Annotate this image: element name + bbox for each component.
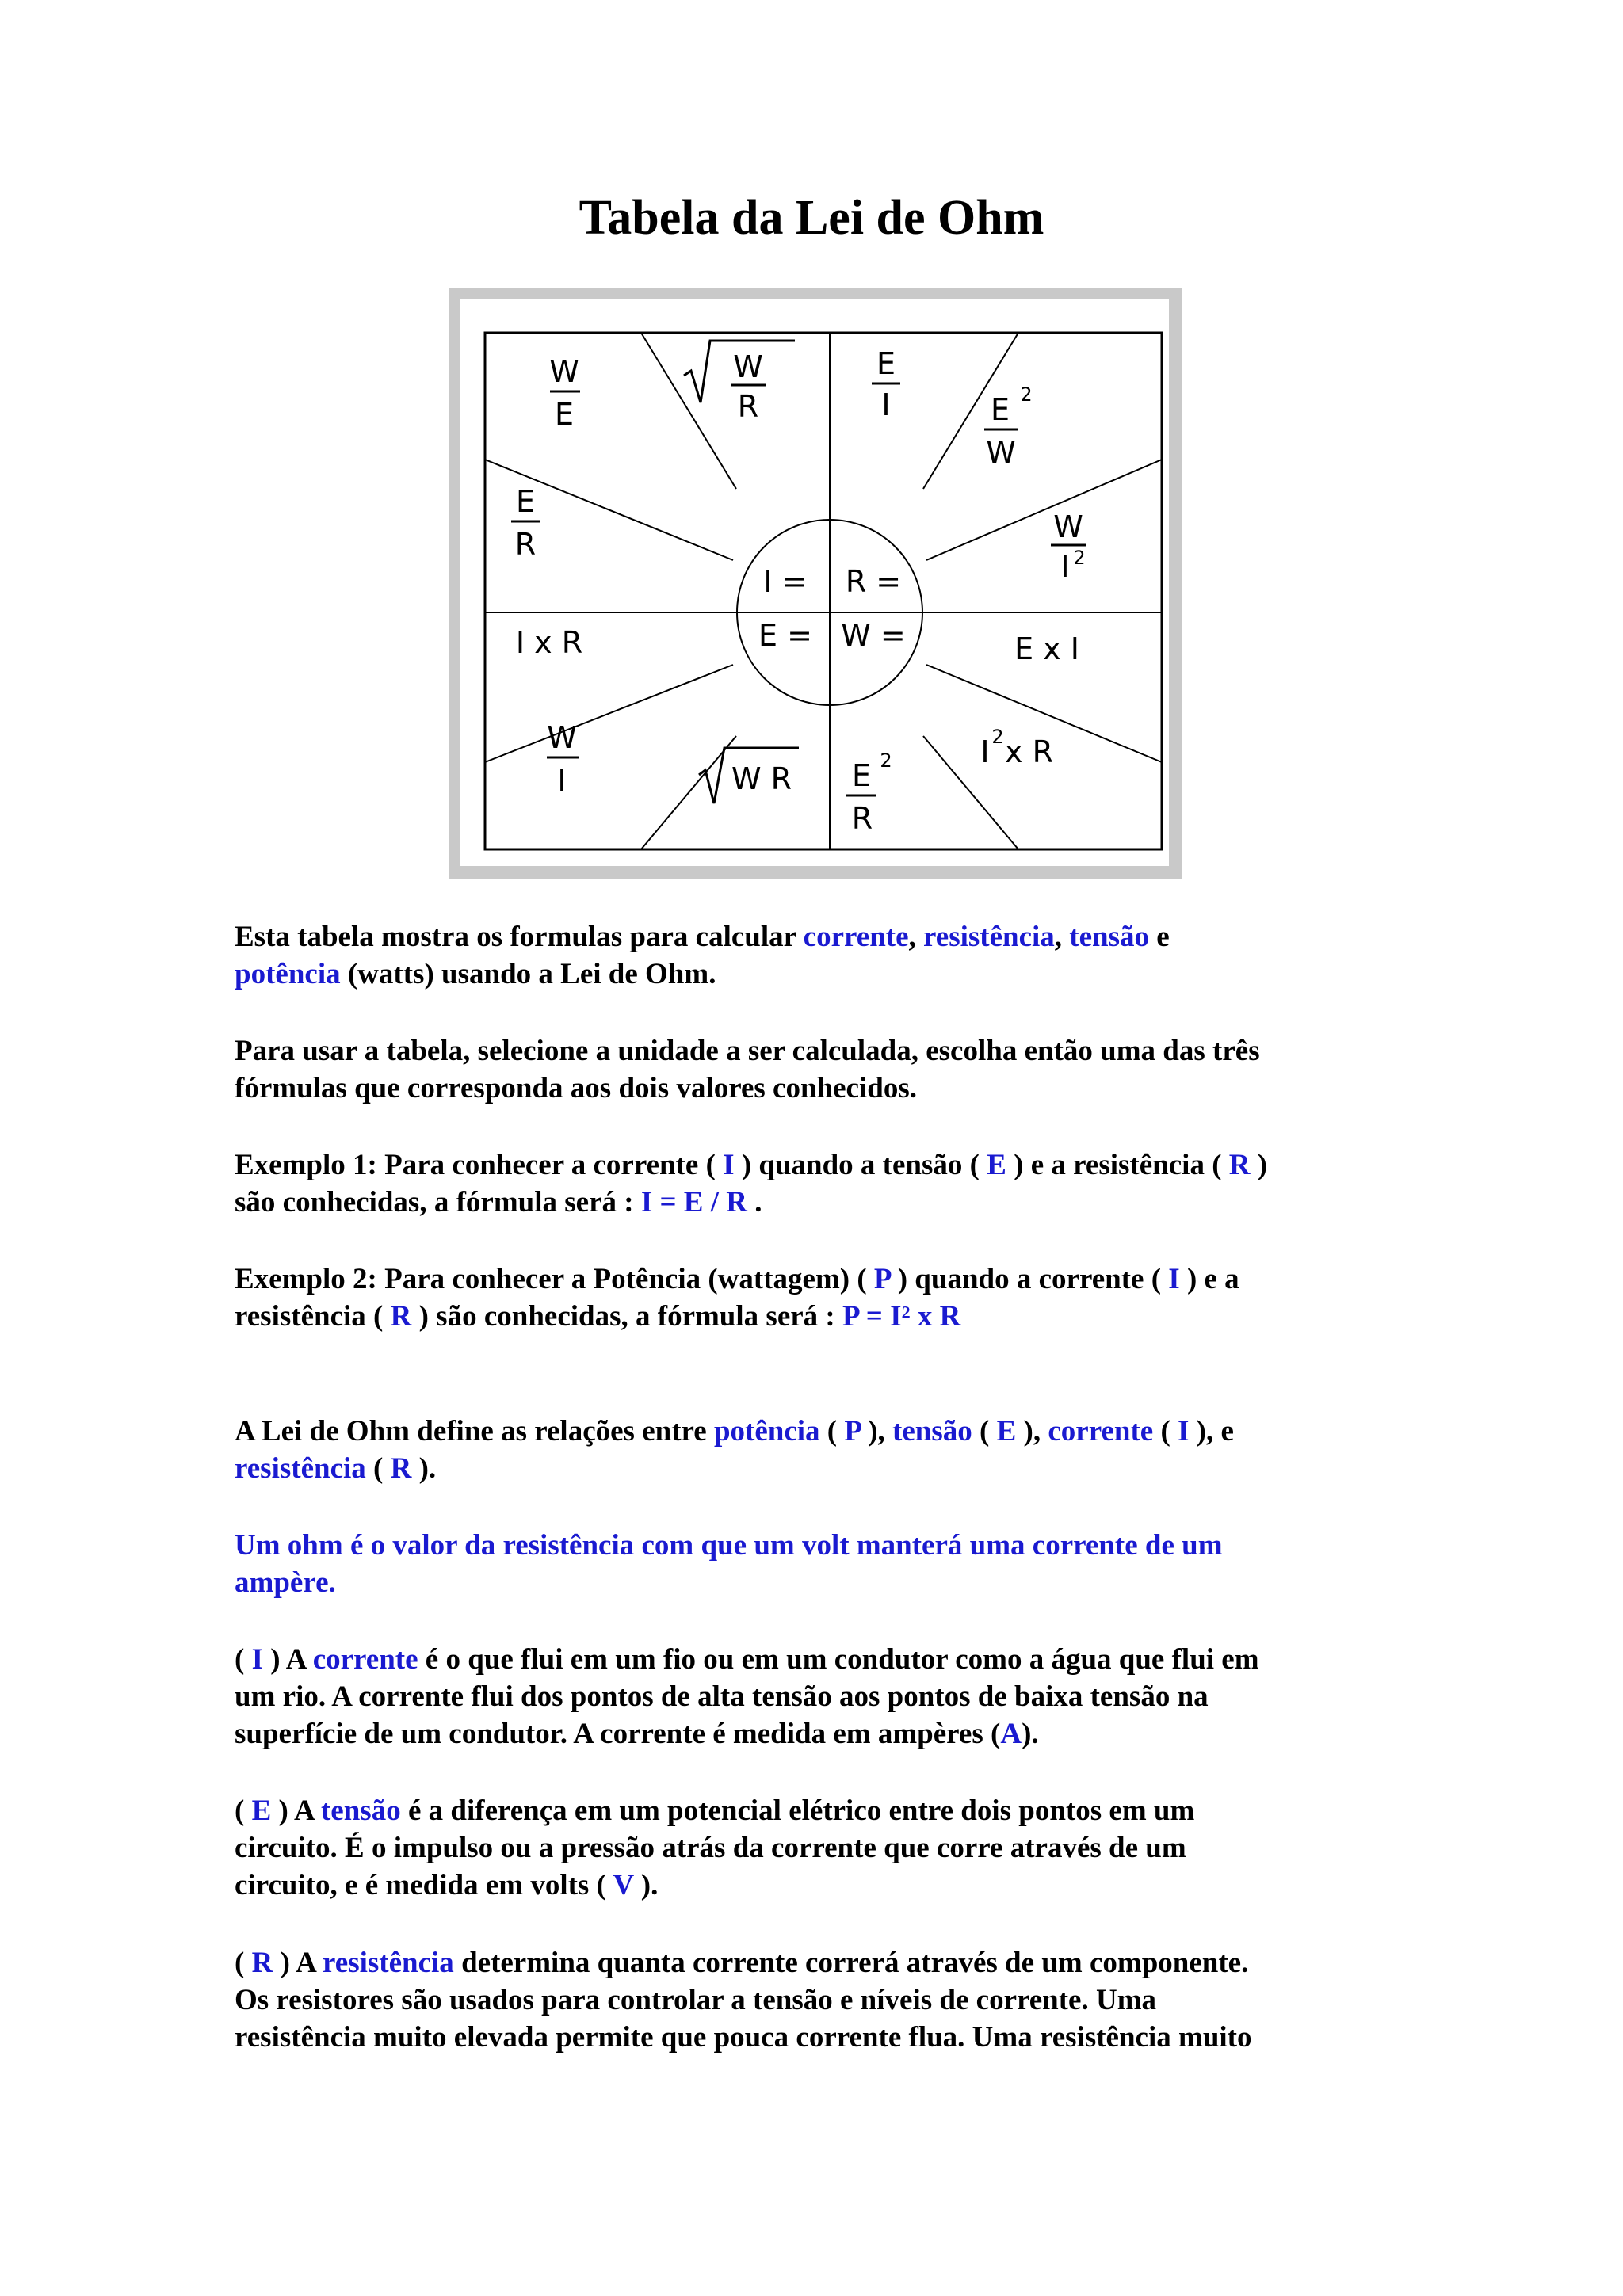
ohms-law-wheel bbox=[460, 299, 1169, 866]
formula-w-over-i-squared bbox=[1051, 509, 1086, 584]
formula-w-over-e bbox=[549, 354, 580, 432]
svg-text:W: W bbox=[733, 349, 763, 384]
svg-text:W: W bbox=[986, 435, 1016, 470]
formula-e-squared-over-w bbox=[984, 383, 1033, 470]
svg-text:W: W bbox=[549, 354, 579, 389]
svg-text:2: 2 bbox=[991, 726, 1004, 748]
svg-text:2: 2 bbox=[880, 749, 892, 772]
svg-text:2: 2 bbox=[1020, 383, 1033, 406]
formula-i-times-r: I x R bbox=[515, 625, 583, 660]
center-r-label: R = bbox=[845, 564, 902, 599]
paragraph-example-1: Exemplo 1: Para conhecer a corrente ( I ) quando a tensão ( E ) e a resistência ( R ) são conhecidas, a fórmula será : I = E / R . bbox=[235, 1149, 1268, 1219]
formula-sqrt-w-times-r bbox=[699, 748, 799, 803]
svg-text:E: E bbox=[851, 758, 872, 793]
svg-text:R: R bbox=[851, 801, 873, 836]
formula-e-over-r bbox=[511, 484, 540, 562]
svg-text:R: R bbox=[737, 389, 759, 424]
svg-text:I: I bbox=[557, 763, 567, 798]
svg-text:E: E bbox=[554, 397, 575, 432]
svg-text:I: I bbox=[980, 734, 990, 769]
svg-text:W R: W R bbox=[731, 761, 792, 796]
svg-text:2: 2 bbox=[1073, 547, 1086, 569]
svg-text:I: I bbox=[881, 387, 891, 422]
paragraph-voltage: ( E ) A tensão é a diferença em um potencial elétrico entre dois pontos em um circuito. É o impulso ou a pressão atrás da corrente que corre através de um circuito, e é medida em volts ( V ). bbox=[235, 1794, 1195, 1901]
paragraph-intro: Esta tabela mostra os formulas para calcular corrente, resistência, tensão e potência (watts) usando a Lei de Ohm. bbox=[235, 921, 1170, 990]
svg-text:I: I bbox=[1060, 549, 1070, 584]
svg-text:E: E bbox=[515, 484, 536, 519]
center-i-label: I = bbox=[763, 564, 808, 599]
svg-text:E: E bbox=[876, 346, 896, 381]
formula-sqrt-w-over-r bbox=[684, 341, 795, 424]
paragraph-example-2: Exemplo 2: Para conhecer a Potência (wattagem) ( P ) quando a corrente ( I ) e a resistência ( R ) são conhecidas, a fórmula será : P = I² x R bbox=[235, 1263, 1239, 1333]
svg-text:x R: x R bbox=[1005, 734, 1053, 769]
formula-w-over-i bbox=[547, 720, 579, 798]
svg-text:E: E bbox=[990, 392, 1010, 427]
svg-text:R: R bbox=[514, 527, 537, 562]
paragraph-current: ( I ) A corrente é o que flui em um fio ou em um condutor como a água que flui em um rio. A corrente flui dos pontos de alta tensão aos pontos de baixa tensão na superfície de um condutor. A corrente é medida em ampères (A). bbox=[235, 1643, 1259, 1750]
formula-e-squared-over-r bbox=[846, 749, 892, 836]
svg-text:W: W bbox=[547, 720, 577, 755]
formula-i-squared-times-r bbox=[980, 726, 1053, 769]
formula-e-over-i bbox=[872, 346, 900, 422]
svg-text:W: W bbox=[1053, 509, 1083, 544]
ohms-law-wheel-figure bbox=[449, 288, 1182, 879]
page-title: Tabela da Lei de Ohm bbox=[579, 191, 1044, 245]
paragraph-ohm-definition: Um ohm é o valor da resistência com que um volt manterá uma corrente de um ampère. bbox=[235, 1529, 1223, 1599]
center-w-label: W = bbox=[841, 618, 906, 653]
paragraph-usage: Para usar a tabela, selecione a unidade a ser calculada, escolha então uma das três fórmulas que corresponda aos dois valores conhecidos. bbox=[235, 1035, 1260, 1104]
paragraph-ohms-law-relations: A Lei de Ohm define as relações entre potência ( P ), tensão ( E ), corrente ( I ), e resistência ( R ). bbox=[235, 1415, 1234, 1485]
paragraph-resistance: ( R ) A resistência determina quanta corrente correrá através de um componente. Os resistores são usados para controlar a tensão e níveis de corrente. Uma resistência muito elevada permite que pouca corrente flua. Uma resistência muito bbox=[235, 1947, 1252, 2054]
formula-e-times-i: E x I bbox=[1014, 631, 1079, 666]
center-e-label: E = bbox=[758, 618, 812, 653]
